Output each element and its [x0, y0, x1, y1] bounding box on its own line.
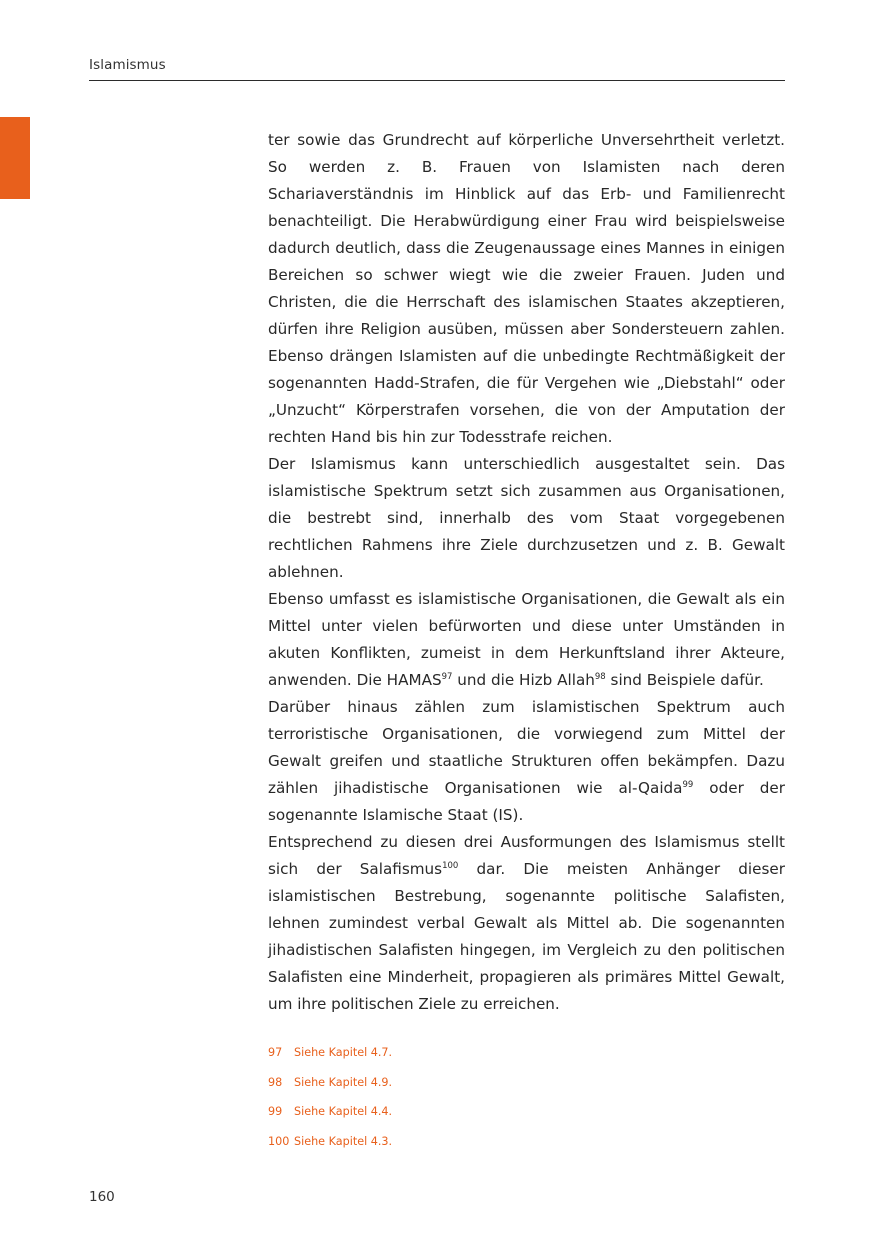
paragraph-5-text-b: dar. Die meisten Anhänger dieser islamistischen Bestrebung, sogenannte politische Salafisten, lehnen zumindest verbal Gewalt als Mittel ab. Die sogenannten jihadistischen Salafisten hingegen, im Vergleich zu den politischen Salafisten eine Minderheit, propagieren als primäres Mittel Gewalt, um ihre politischen Ziele zu erreichen. — [268, 860, 785, 1013]
paragraph-3-text-b: und die Hizb Allah — [452, 671, 595, 689]
footnote-text: Siehe Kapitel 4.3. — [294, 1135, 393, 1149]
running-header — [89, 56, 785, 81]
footnote-text: Siehe Kapitel 4.9. — [294, 1075, 393, 1089]
paragraph-4-text-a: Darüber hinaus zählen zum islamistischen Spektrum auch terroristische Organisationen, die vorwiegend zum Mittel der Gewalt greifen und staatliche Strukturen offen bekämpfen. Dazu zählen jihadistische Organisationen wie al-Qaida — [268, 698, 785, 797]
footnote-ref-99[interactable]: 99 — [682, 780, 694, 790]
paragraph-1: ter sowie das Grundrecht auf körperliche Unversehrtheit verletzt. So werden z. B. Frauen von Islamisten nach deren Schariaverständnis im Hinblick auf das Erb- und Familienrecht benachteiligt. Die Herabwürdigung einer Frau wird beispielsweise dadurch deutlich, dass die Zeugenaussage eines Mannes in einigen Bereichen so schwer wiegt wie die zweier Frauen. Juden und Christen, die die Herrschaft des islamischen Staates akzeptieren, dürfen ihre Religion ausüben, müssen aber Sondersteuern zahlen. Ebenso drängen Islamisten auf die unbedingte Rechtmäßigkeit der sogenannten Hadd-Strafen, die für Vergehen wie „Diebstahl“ oder „Unzucht“ Körperstrafen vorsehen, die von der Amputation der rechten Hand bis hin zur Todesstrafe reichen. — [268, 131, 785, 446]
footnote-ref-98[interactable]: 98 — [594, 672, 606, 682]
paragraph-3-text-c: sind Beispiele dafür. — [605, 671, 764, 689]
footnote-97 — [268, 1043, 785, 1073]
footnote-100 — [268, 1132, 785, 1162]
paragraph-4-text-b: oder der sogenannte Islamische Staat (IS). — [268, 779, 786, 824]
footnote-number: 100 — [268, 1135, 290, 1149]
footnote-number: 99 — [268, 1105, 283, 1119]
paragraph-3 — [268, 586, 785, 694]
footnote-number: 97 — [268, 1046, 283, 1059]
footnote-text: Siehe Kapitel 4.7. — [294, 1046, 393, 1059]
paragraph-2: Der Islamismus kann unterschiedlich ausgestaltet sein. Das islamistische Spektrum setzt sich zusammen aus Organisationen, die bestrebt sind, innerhalb des vom Staat vorgegebenen rechtlichen Rahmens ihre Ziele durchzusetzen und z. B. Gewalt ablehnen. — [268, 455, 785, 581]
footnote-ref-100[interactable]: 100 — [442, 861, 459, 871]
footnote-98 — [268, 1073, 785, 1103]
footnote-99 — [268, 1102, 785, 1132]
paragraph-4 — [268, 694, 785, 829]
header-title: Islamismus — [89, 57, 166, 73]
paragraph-3-text-a: Ebenso umfasst es islamistische Organisationen, die Gewalt als ein Mittel unter vielen befürworten und diese unter Umständen in akuten Konflikten, zumeist in dem Herkunftsland ihrer Akteure, anwenden. Die HAMAS — [268, 590, 785, 689]
footnote-text: Siehe Kapitel 4.4. — [294, 1105, 393, 1119]
footnotes — [268, 1043, 785, 1162]
chapter-tab-marker — [0, 117, 30, 199]
paragraph-5 — [268, 829, 785, 1018]
paragraph-5-text-a: Entsprechend zu diesen drei Ausformungen des Islamismus stellt sich der Salafismus — [268, 833, 785, 878]
page-number: 160 — [89, 1189, 115, 1205]
footnote-ref-97[interactable]: 97 — [441, 672, 453, 682]
body-text — [268, 127, 785, 1018]
footnote-number: 98 — [268, 1075, 283, 1089]
